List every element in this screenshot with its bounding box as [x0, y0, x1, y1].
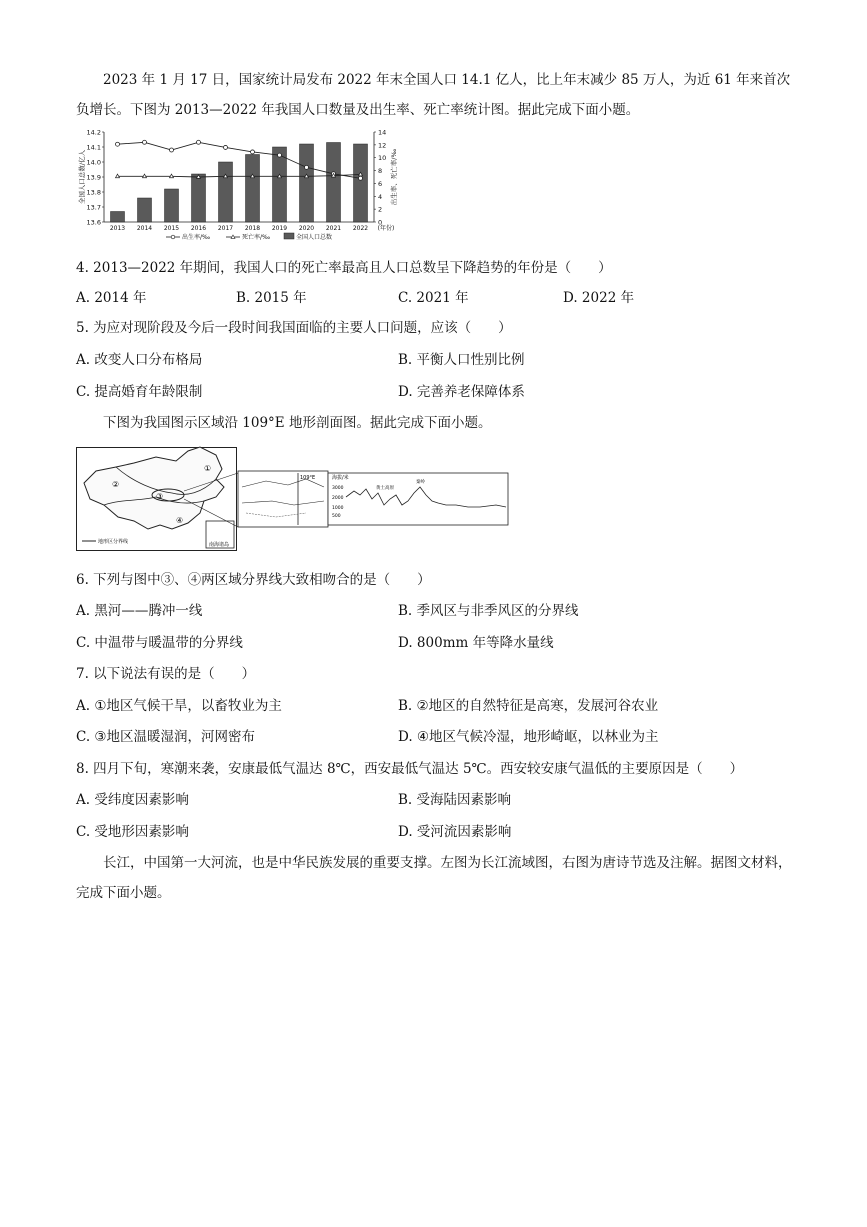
- population-bar: [219, 162, 233, 222]
- left-tick-label: 13.9: [86, 173, 101, 182]
- left-tick-label: 14.0: [86, 158, 101, 167]
- death-rate-point: [143, 174, 147, 178]
- population-bar: [246, 155, 260, 223]
- china-map-and-profile-figure: [76, 443, 511, 555]
- right-tick-label: 0: [378, 218, 383, 227]
- population-chart: [76, 126, 406, 246]
- q6-option-b[interactable]: B. 季风区与非季风区的分界线: [398, 603, 579, 619]
- profile-label-qinling: 秦岭: [416, 480, 425, 485]
- q8-option-a[interactable]: A. 受纬度因素影响: [76, 792, 189, 808]
- population-bar: [111, 212, 125, 223]
- intro-paragraph-population: 2023 年 1 月 17 日，国家统计局发布 2022 年末全国人口 14.1 亿人，比上年末减少 85 万人，为近 61 年来首次负增长。下图为 2013—2022 年我国人口数量及出生率、死亡率统计图。据此完成下面小题。: [76, 72, 791, 118]
- birth-rate-point: [116, 142, 120, 146]
- meridian-label: 109°E: [300, 475, 316, 481]
- q7-option-d[interactable]: D. ④地区气候冷湿，地形崎岖，以林业为主: [398, 729, 659, 745]
- legend-birth-rate: 出生率/‰: [182, 234, 211, 241]
- birth-rate-point: [305, 165, 309, 169]
- profile-tick-1000: 1000: [332, 506, 344, 511]
- q5-option-c[interactable]: C. 提高婚育年龄限制: [76, 384, 203, 400]
- q8-option-c[interactable]: C. 受地形因素影响: [76, 824, 189, 840]
- birth-rate-point: [278, 153, 282, 157]
- q6-option-a[interactable]: A. 黑河——腾冲一线: [76, 603, 203, 619]
- q7-option-c[interactable]: C. ③地区温暖湿润，河网密布: [76, 729, 256, 745]
- question-4-stem: 4. 2013—2022 年期间，我国人口的死亡率最高且人口总数呈下降趋势的年份是（ ）: [76, 260, 612, 276]
- x-tick-label: 2018: [244, 225, 261, 232]
- birth-rate-point: [143, 140, 147, 144]
- left-tick-label: 13.7: [86, 203, 101, 212]
- profile-tick-3000: 3000: [332, 486, 344, 491]
- intro-paragraph-yangtze: 长江，中国第一大河流，也是中华民族发展的重要支撑。左图为长江流域图，右图为唐诗节选及注解。据图文材料，完成下面小题。: [76, 855, 792, 901]
- profile-tick-2000: 2000: [332, 496, 344, 501]
- x-tick-label: 2015: [163, 225, 180, 232]
- birth-rate-point: [170, 148, 174, 152]
- q7-option-b[interactable]: B. ②地区的自然特征是高寒，发展河谷农业: [398, 698, 659, 714]
- x-tick-label: 2020: [298, 225, 315, 232]
- region-label-3: ③: [156, 492, 164, 501]
- region-label-1: ①: [204, 464, 212, 473]
- legend-population-swatch: [284, 233, 294, 239]
- right-tick-label: 8: [378, 167, 383, 176]
- right-tick-label: 12: [378, 141, 387, 150]
- q5-option-d[interactable]: D. 完善养老保障体系: [398, 384, 525, 400]
- death-rate-line: [118, 174, 361, 177]
- population-bar: [327, 143, 341, 223]
- right-tick-label: 10: [378, 154, 387, 163]
- right-tick-label: 2: [378, 205, 383, 214]
- x-tick-label: 2022: [352, 225, 369, 232]
- profile-tick-500: 500: [332, 514, 341, 519]
- x-tick-label: 2017: [217, 225, 234, 232]
- death-rate-point: [170, 174, 174, 178]
- population-bar: [165, 189, 179, 222]
- q8-option-b[interactable]: B. 受海陆因素影响: [398, 792, 512, 808]
- population-bar: [192, 174, 206, 222]
- population-bar: [138, 198, 152, 222]
- left-tick-label: 14.2: [86, 128, 101, 137]
- birth-rate-point: [359, 176, 363, 180]
- legend-death-rate: 死亡率/‰: [242, 234, 271, 241]
- profile-ylabel: 海拔/米: [332, 475, 349, 481]
- question-8-stem: 8. 四月下旬，寒潮来袭，安康最低气温达 8℃，西安最低气温达 5℃。西安较安康气温低的主要原因是（ ）: [76, 761, 744, 777]
- right-tick-label: 4: [378, 192, 383, 201]
- q6-option-c[interactable]: C. 中温带与暖温带的分界线: [76, 635, 243, 651]
- x-tick-label: 2019: [271, 225, 288, 232]
- region-label-4: ④: [176, 516, 184, 525]
- legend-birth-marker: [171, 235, 175, 239]
- birth-rate-point: [224, 145, 228, 149]
- population-bar: [354, 144, 368, 222]
- x-axis-unit: (年份): [377, 225, 395, 232]
- q5-option-a[interactable]: A. 改变人口分布格局: [76, 352, 203, 368]
- q4-option-d[interactable]: D. 2022 年: [563, 290, 635, 306]
- region-label-2: ②: [112, 480, 120, 489]
- right-tick-label: 6: [378, 179, 383, 188]
- q4-option-c[interactable]: C. 2021 年: [398, 290, 469, 306]
- birth-rate-point: [251, 150, 255, 154]
- death-rate-point: [116, 174, 120, 178]
- legend-population: 全国人口总数: [296, 234, 333, 241]
- question-6-stem: 6. 下列与图中③、④两区域分界线大致相吻合的是（ ）: [76, 572, 431, 588]
- left-axis-label: 全国人口总数/亿人: [78, 149, 86, 205]
- q4-option-b[interactable]: B. 2015 年: [236, 290, 307, 306]
- question-7-stem: 7. 以下说法有误的是（ ）: [76, 666, 256, 682]
- question-5-stem: 5. 为应对现阶段及今后一段时间我国面临的主要人口问题，应该（ ）: [76, 320, 512, 336]
- x-tick-label: 2014: [136, 225, 153, 232]
- profile-label-loess: 黄土高原: [376, 486, 394, 491]
- q5-option-b[interactable]: B. 平衡人口性别比例: [398, 352, 525, 368]
- birth-rate-line: [118, 142, 361, 178]
- left-tick-label: 13.8: [86, 188, 101, 197]
- intro-paragraph-profile: 下图为我国图示区域沿 109°E 地形剖面图。据此完成下面小题。: [103, 415, 492, 431]
- q4-option-a[interactable]: A. 2014 年: [76, 290, 147, 306]
- q6-option-d[interactable]: D. 800mm 年等降水量线: [398, 635, 554, 651]
- left-tick-label: 13.6: [86, 218, 101, 227]
- q7-option-a[interactable]: A. ①地区气候干旱，以畜牧业为主: [76, 698, 282, 714]
- right-axis-label: 出生率、死亡率/‰: [390, 148, 398, 206]
- inset-label: 南海诸岛: [209, 542, 230, 548]
- q8-option-d[interactable]: D. 受河流因素影响: [398, 824, 512, 840]
- x-tick-label: 2013: [109, 225, 126, 232]
- x-tick-label: 2021: [325, 225, 342, 232]
- population-bar: [273, 147, 287, 222]
- population-bar: [300, 144, 314, 222]
- map-legend: 地形区分界线: [98, 539, 129, 545]
- left-tick-label: 14.1: [86, 143, 101, 152]
- right-tick-label: 14: [378, 128, 387, 137]
- x-tick-label: 2016: [190, 225, 207, 232]
- birth-rate-point: [197, 140, 201, 144]
